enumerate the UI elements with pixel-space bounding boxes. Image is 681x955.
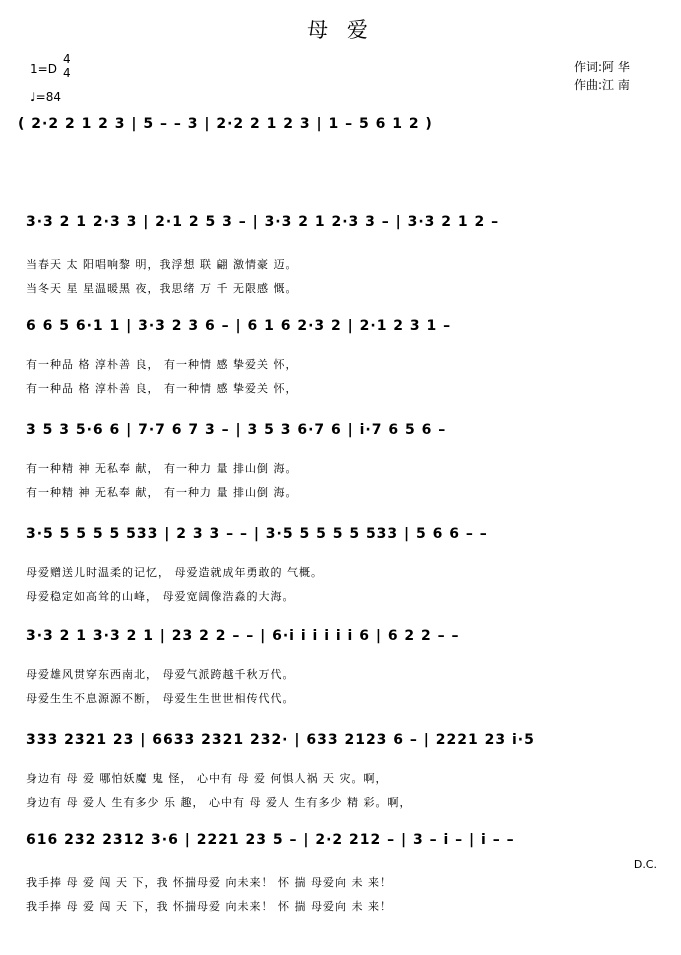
system-4-notes: 3·5 5 5 5 5 533 | 2 3 3 – – | 3·5 5 5 5 5 533 | 5 6 6 – – [26,526,488,542]
composer-credit: 作曲:江 南 [574,78,630,92]
system-5 [0,628,681,718]
system-5-lyrics-verse-1: 母爱雄风贯穿东西南北， 母爱气派跨越千秋万代。 [26,668,295,681]
system-2-lyrics-verse-1: 有一种品 格 淳朴善 良， 有一种情 感 挚爱关 怀， [26,358,298,371]
tempo-marking: ♩=84 [30,90,61,104]
system-3-lyrics-verse-2: 有一种精 神 无私奉 献， 有一种力 量 排山倒 海。 [26,486,298,499]
time-signature [63,52,71,80]
system-7-lyrics-verse-2: 我手捧 母 爱 闯 天 下，我 怀揣母爱 向未来！ 怀 揣 母爱向 未 来！ [26,900,392,913]
system-6-lyrics-verse-1: 身边有 母 爱 哪怕妖魔 鬼 怪， 心中有 母 爱 何惧人祸 天 灾。啊， [26,772,388,785]
system-2-notes: 6 6 5 6·1 1 | 3·3 2 3 6 – | 6 1 6 2·3 2 | 2·1 2 3 1 – [26,318,452,334]
system-3-lyrics-verse-1: 有一种精 神 无私奉 献， 有一种力 量 排山倒 海。 [26,462,298,475]
key-signature: 1=D [30,62,57,76]
lyricist-credit: 作词:阿 华 [574,60,630,74]
system-6-notes: 333 2321 23 | 6633 2321 232· | 633 2123 6 – | 2221 23 i·5 [26,732,535,748]
system-5-lyrics-verse-2: 母爱生生不息源源不断， 母爱生生世世相传代代。 [26,692,295,705]
system-1 [0,214,681,304]
system-7-notes: 616 232 2312 3·6 | 2221 23 5 – | 2·2 212 – | 3 – i – | i – – [26,832,515,848]
system-5-notes: 3·3 2 1 3·3 2 1 | 23 2 2 – – | 6·i i i i i i 6 | 6 2 2 – – [26,628,460,644]
da-capo-marking: D.C. [633,858,657,871]
system-2 [0,318,681,408]
time-signature-bottom: 4 [63,66,71,80]
system-2-lyrics-verse-2: 有一种品 格 淳朴善 良， 有一种情 感 挚爱关 怀， [26,382,298,395]
system-3 [0,422,681,512]
time-signature-top: 4 [63,52,71,66]
intro-notes: ( 2·2 2 1 2 3 | 5 – – 3 | 2·2 2 1 2 3 | 1 – 5 6 1 2 ) [18,116,433,132]
system-4-lyrics-verse-1: 母爱赠送儿时温柔的记忆， 母爱造就成年勇敢的 气概。 [26,566,323,579]
system-6 [0,732,681,822]
system-6-lyrics-verse-2: 身边有 母 爱人 生有多少 乐 趣， 心中有 母 爱人 生有多少 精 彩。啊， [26,796,412,809]
system-7-lyrics-verse-1: 我手捧 母 爱 闯 天 下，我 怀揣母爱 向未来！ 怀 揣 母爱向 未 来！ [26,876,392,889]
system-7 [0,832,681,922]
system-3-notes: 3 5 3 5·6 6 | 7·7 6 7 3 – | 3 5 3 6·7 6 | i·7 6 5 6 – [26,422,447,438]
intro-system [0,112,681,142]
system-4-lyrics-verse-2: 母爱稳定如高耸的山峰， 母爱宽阔像浩淼的大海。 [26,590,295,603]
system-4 [0,526,681,616]
song-title: 母 爱 [307,18,374,42]
system-1-lyrics-verse-1: 当春天 太 阳唱响黎 明，我浮想 联 翩 激情豪 迈。 [26,258,298,271]
system-1-lyrics-verse-2: 当冬天 星 星温暖黑 夜，我思绪 万 千 无限感 慨。 [26,282,298,295]
system-1-notes: 3·3 2 1 2·3 3 | 2·1 2 5 3 – | 3·3 2 1 2·3 3 – | 3·3 2 1 2 – [26,214,500,230]
